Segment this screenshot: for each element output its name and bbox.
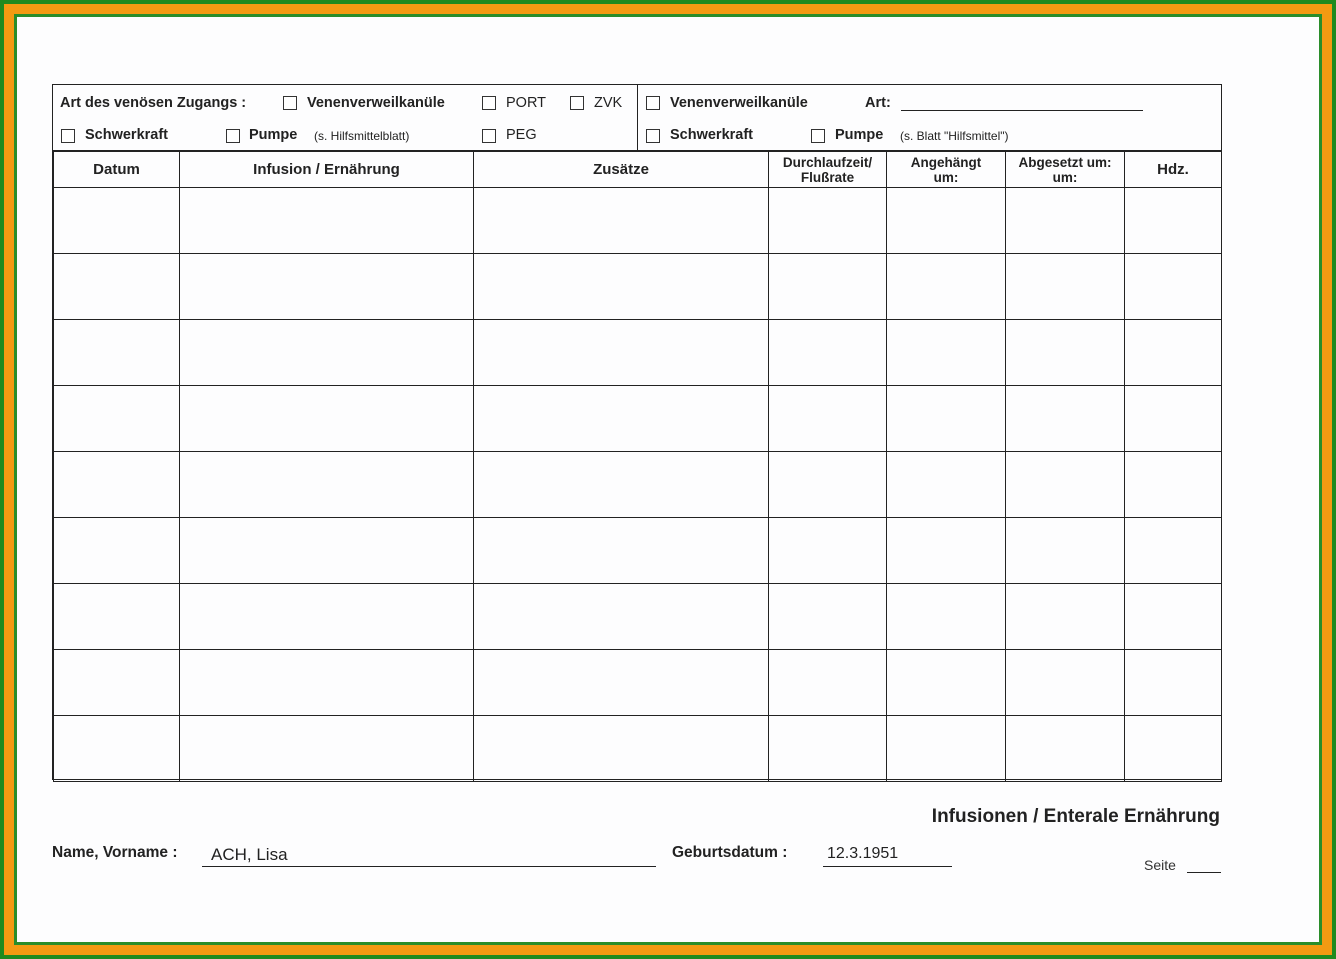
right-schwerkraft-label: Schwerkraft xyxy=(670,127,754,143)
table-cell[interactable] xyxy=(1125,188,1222,254)
birthdate-value[interactable]: 12.3.1951 xyxy=(827,845,899,862)
table-cell[interactable] xyxy=(887,716,1006,782)
table-cell[interactable] xyxy=(474,650,769,716)
column-header-infusion: Infusion / Ernährung xyxy=(180,152,474,188)
port-label: PORT xyxy=(506,95,547,111)
table-row xyxy=(54,188,1222,254)
table-cell[interactable] xyxy=(474,188,769,254)
right-venenverweilkanuele-checkbox[interactable] xyxy=(646,96,660,110)
peg-checkbox[interactable] xyxy=(482,129,496,143)
table-row xyxy=(54,584,1222,650)
table-cell[interactable] xyxy=(769,188,887,254)
table-cell[interactable] xyxy=(887,254,1006,320)
column-header-abgesetzt: Abgesetzt um: um: xyxy=(1006,152,1125,188)
table-cell[interactable] xyxy=(887,320,1006,386)
table-cell[interactable] xyxy=(887,650,1006,716)
right-venenverweilkanuele-label: Venenverweilkanüle xyxy=(670,95,808,111)
table-cell[interactable] xyxy=(1006,320,1125,386)
table-cell[interactable] xyxy=(180,452,474,518)
table-cell[interactable] xyxy=(54,518,180,584)
schwerkraft-checkbox[interactable] xyxy=(61,129,75,143)
table-cell[interactable] xyxy=(474,518,769,584)
table-cell[interactable] xyxy=(474,716,769,782)
table-cell[interactable] xyxy=(474,452,769,518)
table-cell[interactable] xyxy=(1006,716,1125,782)
venenverweilkanuele-checkbox[interactable] xyxy=(283,96,297,110)
table-cell[interactable] xyxy=(1006,188,1125,254)
pumpe-label: Pumpe xyxy=(249,127,298,143)
right-pumpe-note: (s. Blatt "Hilfsmittel") xyxy=(900,129,1009,143)
table-cell[interactable] xyxy=(54,584,180,650)
table-cell[interactable] xyxy=(887,452,1006,518)
table-row xyxy=(54,650,1222,716)
table-cell[interactable] xyxy=(769,584,887,650)
table-cell[interactable] xyxy=(180,188,474,254)
table-cell[interactable] xyxy=(1006,452,1125,518)
table-cell[interactable] xyxy=(769,320,887,386)
table-cell[interactable] xyxy=(54,716,180,782)
table-cell[interactable] xyxy=(769,452,887,518)
peg-label: PEG xyxy=(506,127,537,143)
table-cell[interactable] xyxy=(769,386,887,452)
table-cell[interactable] xyxy=(887,188,1006,254)
name-underline xyxy=(202,866,656,867)
pumpe-checkbox[interactable] xyxy=(226,129,240,143)
table-cell[interactable] xyxy=(887,518,1006,584)
column-header-datum: Datum xyxy=(54,152,180,188)
table-cell[interactable] xyxy=(474,584,769,650)
table-cell[interactable] xyxy=(1125,650,1222,716)
name-label: Name, Vorname : xyxy=(52,844,178,861)
table-cell[interactable] xyxy=(1125,584,1222,650)
table-cell[interactable] xyxy=(1125,716,1222,782)
table-cell[interactable] xyxy=(54,320,180,386)
table-cell[interactable] xyxy=(1006,386,1125,452)
name-value[interactable]: ACH, Lisa xyxy=(211,845,288,864)
table-cell[interactable] xyxy=(474,254,769,320)
table-cell[interactable] xyxy=(180,518,474,584)
table-cell[interactable] xyxy=(769,518,887,584)
zvk-label: ZVK xyxy=(594,95,623,111)
header-divider xyxy=(637,85,638,151)
pumpe-note: (s. Hilfsmittelblatt) xyxy=(314,129,410,143)
page-number-line[interactable] xyxy=(1187,872,1221,873)
form-title: Infusionen / Enterale Ernährung xyxy=(931,806,1220,827)
table-cell[interactable] xyxy=(1125,254,1222,320)
column-header-angehaengt: Angehängt um: xyxy=(887,152,1006,188)
table-body xyxy=(54,188,1222,782)
table-row xyxy=(54,320,1222,386)
venenverweilkanuele-label: Venenverweilkanüle xyxy=(307,95,445,111)
access-type-label: Art des venösen Zugangs : xyxy=(60,95,247,111)
table-cell[interactable] xyxy=(180,254,474,320)
table-cell[interactable] xyxy=(1125,518,1222,584)
table-cell[interactable] xyxy=(1125,386,1222,452)
table-row xyxy=(54,452,1222,518)
table-cell[interactable] xyxy=(180,386,474,452)
infusion-table xyxy=(53,151,1222,782)
schwerkraft-label: Schwerkraft xyxy=(85,127,169,143)
table-cell[interactable] xyxy=(180,584,474,650)
table-cell[interactable] xyxy=(54,188,180,254)
table-cell[interactable] xyxy=(180,650,474,716)
table-cell[interactable] xyxy=(1006,650,1125,716)
right-pumpe-label: Pumpe xyxy=(835,127,884,143)
table-cell[interactable] xyxy=(474,386,769,452)
table-cell[interactable] xyxy=(1006,584,1125,650)
table-cell[interactable] xyxy=(474,320,769,386)
table-cell[interactable] xyxy=(887,584,1006,650)
table-cell[interactable] xyxy=(1006,518,1125,584)
access-type-header xyxy=(53,85,1221,151)
table-cell[interactable] xyxy=(769,716,887,782)
table-cell[interactable] xyxy=(1125,452,1222,518)
port-checkbox[interactable] xyxy=(482,96,496,110)
table-row xyxy=(54,716,1222,782)
art-input-line[interactable] xyxy=(901,110,1143,111)
art-label: Art: xyxy=(865,95,891,111)
table-cell[interactable] xyxy=(54,452,180,518)
table-cell[interactable] xyxy=(54,386,180,452)
zvk-checkbox[interactable] xyxy=(570,96,584,110)
table-cell[interactable] xyxy=(54,650,180,716)
table-cell[interactable] xyxy=(180,716,474,782)
table-cell[interactable] xyxy=(887,386,1006,452)
table-row xyxy=(54,254,1222,320)
page-label: Seite xyxy=(1144,857,1176,873)
table-cell[interactable] xyxy=(769,254,887,320)
table-header-row xyxy=(54,152,1222,188)
right-pumpe-checkbox[interactable] xyxy=(811,129,825,143)
column-header-zusaetze: Zusätze xyxy=(474,152,769,188)
right-schwerkraft-checkbox[interactable] xyxy=(646,129,660,143)
table-cell[interactable] xyxy=(1125,320,1222,386)
infusion-form xyxy=(52,84,1222,780)
table-cell[interactable] xyxy=(1006,254,1125,320)
birthdate-underline xyxy=(823,866,952,867)
birthdate-label: Geburtsdatum : xyxy=(672,844,788,861)
table-row xyxy=(54,518,1222,584)
table-cell[interactable] xyxy=(54,254,180,320)
column-header-hdz: Hdz. xyxy=(1125,152,1222,188)
table-cell[interactable] xyxy=(180,320,474,386)
table-cell[interactable] xyxy=(769,650,887,716)
column-header-durchlaufzeit: Durchlaufzeit/ Flußrate xyxy=(769,152,887,188)
table-row xyxy=(54,386,1222,452)
